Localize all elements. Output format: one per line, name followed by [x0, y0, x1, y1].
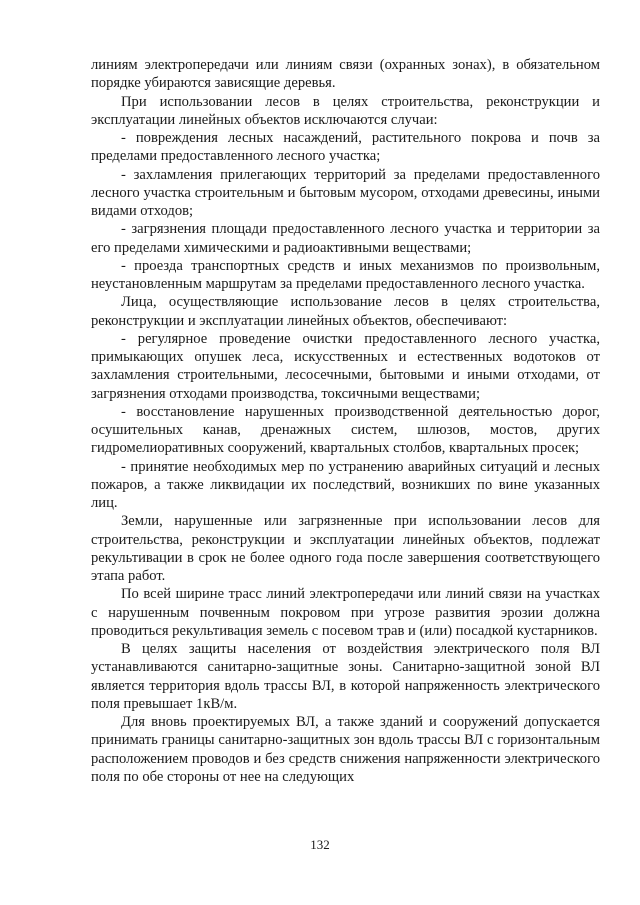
- paragraph: При использовании лесов в целях строительства, реконструкции и эксплуатации линейных объектов исключаются случаи:: [91, 93, 600, 128]
- list-item: - проезда транспортных средств и иных механизмов по произвольным, неустановленным маршрутам за пределами предоставленного лесного участка.: [91, 257, 600, 292]
- body-text: [91, 56, 600, 786]
- paragraph: Земли, нарушенные или загрязненные при использовании лесов для строительства, реконструкции и эксплуатации линейных объектов, подлежат рекультивации в срок не более одного года после завершения соответствующего этапа работ.: [91, 513, 600, 584]
- list-item: - загрязнения площади предоставленного лесного участка и территории за его пределами химическими и радиоактивными веществами;: [91, 221, 600, 256]
- list-item: - повреждения лесных насаждений, растительного покрова и почв за пределами предоставленного лесного участка;: [91, 130, 600, 165]
- list-item: - принятие необходимых мер по устранению аварийных ситуаций и лесных пожаров, а также ликвидации их последствий, возникших по вине указанных лиц.: [91, 458, 600, 511]
- list-item: - регулярное проведение очистки предоставленного лесного участка, примыкающих опушек леса, искусственных и естественных водотоков от захламления строительными, лесосечными, бытовыми и иными отходами, от загрязнения отходами производства, токсичными веществами;: [91, 330, 600, 402]
- paragraph: линиям электропередачи или линиям связи (охранных зонах), в обязательном порядке убираются зависящие деревья.: [91, 57, 600, 92]
- page-number: 132: [310, 837, 330, 852]
- paragraph: Лица, осуществляющие использование лесов в целях строительства, реконструкции и эксплуатации линейных объектов, обеспечивают:: [91, 294, 600, 329]
- paragraph: Для вновь проектируемых ВЛ, а также зданий и сооружений допускается принимать границы санитарно-защитных зон вдоль трассы ВЛ с горизонтальным расположением проводов и без средств снижения напряженности электрического поля по обе стороны от нее на следующих: [91, 714, 600, 785]
- list-item: - захламления прилегающих территорий за пределами предоставленного лесного участка строительным и бытовым мусором, отходами древесины, иными видами отходов;: [91, 166, 600, 219]
- paragraph: По всей ширине трасс линий электропередачи или линий связи на участках с нарушенным почвенным покровом при угрозе развития эрозии должна проводиться рекультивация земель с посевом трав и (или) посадкой кустарников.: [91, 586, 600, 639]
- paragraph: В целях защиты населения от воздействия электрического поля ВЛ устанавливаются санитарно-защитные зоны. Санитарно-защитной зоной ВЛ является территория вдоль трассы ВЛ, в которой напряженность электрического поля превышает 1кВ/м.: [91, 641, 600, 712]
- list-item: - восстановление нарушенных производственной деятельностью дорог, осушительных канав, дренажных систем, шлюзов, мостов, других гидромелиоративных сооружений, квартальных столбов, квартальных просек;: [91, 403, 600, 457]
